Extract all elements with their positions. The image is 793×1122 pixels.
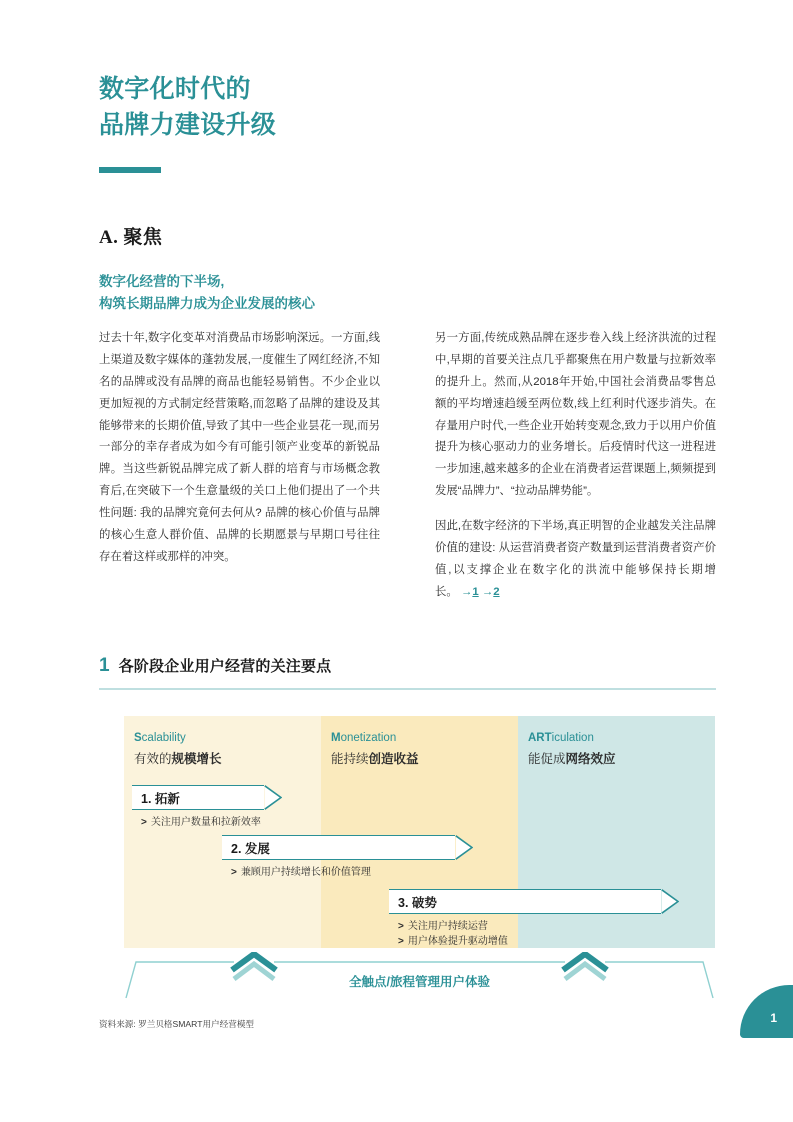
body-column-right <box>435 328 716 604</box>
stage-row-3 <box>389 889 679 949</box>
stage-2-bullet-0 <box>231 865 473 880</box>
band-label-scalability <box>134 730 222 769</box>
page-number-badge <box>740 985 793 1038</box>
stage-3-bullets <box>389 919 679 949</box>
paragraph-right-1: 另一方面,传统成熟品牌在逐步卷入线上经济洪流的过程中,早期的首要关注点几乎都聚焦在用户数量与拉新效率的提升上。然而,从2018年开始,中国社会消费品零售总额的平均增速趋缓至两位数,线上红利时代逐步消失。在存量用户时代,一些企业开始转变观念,致力于以用户价值提升为核心驱动力的业务增长。后疫情时代这一进程进一步加速,越来越多的企业在消费者运营课题上,频频提到发展“品牌力”、“拉动品牌势能”。 <box>435 332 716 498</box>
bullet-marker-icon: > <box>141 817 147 828</box>
exhibit-divider <box>99 688 716 690</box>
ribbon-caption: 全触点/旅程管理用户体验 <box>349 975 490 989</box>
stage-row-2 <box>222 835 473 880</box>
band-label-articulation <box>528 730 616 769</box>
document-title-line1: 数字化时代的 <box>99 75 251 103</box>
band-label-scalability-cn-lead: 有效的 <box>134 751 172 766</box>
body-column-left <box>99 328 380 604</box>
stage-row-1 <box>132 785 282 830</box>
stage-arrow-1 <box>132 785 282 810</box>
stage-3-bullet-1-text: 用户体验提升驱动增值 <box>407 936 508 947</box>
reference-link-2[interactable] <box>482 586 500 598</box>
arrow-head-icon <box>455 835 473 860</box>
stage-arrow-2-label: 2. 发展 <box>231 841 270 856</box>
stage-2-bullet-0-text: 兼顾用户持续增长和价值管理 <box>240 867 371 878</box>
stage-1-bullet-0-text: 关注用户数量和拉新效率 <box>150 817 261 828</box>
section-a-subtitle <box>99 271 699 315</box>
reference-link-1-number: 1 <box>472 585 479 598</box>
arrow-head-icon <box>264 785 282 810</box>
section-a-subtitle-line2: 构筑长期品牌力成为企业发展的核心 <box>99 295 315 311</box>
document-title <box>99 72 659 143</box>
exhibit-heading-row <box>99 655 716 677</box>
paragraph-right-2 <box>435 516 716 604</box>
stage-arrow-3-label: 3. 破势 <box>398 895 437 910</box>
stage-1-bullets <box>132 815 282 830</box>
band-label-monetization <box>331 730 419 769</box>
band-label-articulation-cn <box>528 750 616 769</box>
band-label-scalability-en-bold: S <box>134 732 142 744</box>
source-note: 资料来源: 罗兰贝格SMART用户经营模型 <box>99 1019 255 1029</box>
band-label-scalability-en-rest: calability <box>141 732 186 744</box>
stage-arrow-3-body <box>389 889 661 914</box>
exhibit-title: 各阶段企业用户经营的关注要点 <box>118 658 332 675</box>
band-label-monetization-cn <box>331 750 419 769</box>
stage-3-bullet-0-text: 关注用户持续运营 <box>407 921 488 932</box>
band-label-monetization-en-bold: M <box>331 732 341 744</box>
stage-3-bullet-1 <box>398 934 679 949</box>
stage-2-bullets <box>222 865 473 880</box>
stage-arrow-2 <box>222 835 473 860</box>
smart-model-diagram <box>124 716 715 948</box>
paragraph-left-1: 过去十年,数字化变革对消费品市场影响深远。一方面,线上渠道及数字媒体的蓬勃发展,一度催生了网红经济,不知名的品牌或没有品牌的商品也能轻易销售。不少企业以更加短视的方式制定经营策略,而忽略了品牌的建设及其能够带来的长期价值,导致了其中一些企业昙花一现,而另一部分的幸存者成为如今有可能引领产业变革的新锐品牌。当这些新锐品牌完成了新人群的培育与市场概念教育后,在突破下一个生意量级的关口上他们提出了一个共性问题: 我的品牌究竟何去何从? 品牌的核心价值与品牌的核心生意人群价值、品牌的长期愿景与早期口号往往存在着这样或那样的冲突。 <box>99 332 380 563</box>
arrow-head-icon <box>661 889 679 914</box>
exhibit-number: 1 <box>99 655 110 676</box>
stage-arrow-1-body <box>132 785 264 810</box>
reference-arrow-icon: → <box>481 585 494 598</box>
reference-arrow-icon: → <box>460 585 473 598</box>
document-title-line2: 品牌力建设升级 <box>99 110 277 139</box>
band-label-articulation-cn-lead: 能促成 <box>528 751 566 766</box>
exhibit-heading <box>99 655 716 690</box>
section-a-header <box>99 222 699 315</box>
paragraph-right-2-text: 因此,在数字经济的下半场,真正明智的企业越发关注品牌价值的建设: 从运营消费者资产数量到运营消费者资产价值,以支撑企业在数字化的洪流中能够保持长期增长。 <box>435 520 716 598</box>
band-label-scalability-en <box>134 730 222 748</box>
band-label-monetization-en <box>331 730 419 748</box>
section-a-subtitle-line1: 数字化经营的下半场, <box>99 274 225 289</box>
band-label-articulation-cn-bold: 网络效应 <box>565 751 616 766</box>
title-block <box>99 72 659 173</box>
band-label-monetization-cn-bold: 创造收益 <box>368 751 419 766</box>
page-number: 1 <box>770 1011 777 1025</box>
band-label-scalability-cn-bold: 规模增长 <box>171 751 222 766</box>
band-label-articulation-en <box>528 730 616 748</box>
bullet-marker-icon: > <box>398 921 404 932</box>
stage-1-bullet-0 <box>141 815 282 830</box>
band-label-articulation-en-rest: iculation <box>551 732 594 744</box>
reference-link-2-number: 2 <box>493 585 500 598</box>
title-underline-rule <box>99 167 161 173</box>
band-label-scalability-cn <box>134 750 222 769</box>
diagram-footer-ribbon <box>124 952 715 1000</box>
reference-link-1[interactable] <box>461 586 479 598</box>
body-columns <box>99 328 716 604</box>
stage-arrow-3 <box>389 889 679 914</box>
stage-3-bullet-0 <box>398 919 679 934</box>
section-a-label: A. 聚焦 <box>99 227 163 248</box>
stage-arrow-2-body <box>222 835 455 860</box>
bullet-marker-icon: > <box>231 867 237 878</box>
band-label-articulation-en-bold: ART <box>528 732 552 744</box>
band-label-monetization-cn-lead: 能持续 <box>331 751 369 766</box>
stage-arrow-1-label: 1. 拓新 <box>141 791 180 806</box>
bullet-marker-icon: > <box>398 936 404 947</box>
band-label-monetization-en-rest: onetization <box>340 732 397 744</box>
